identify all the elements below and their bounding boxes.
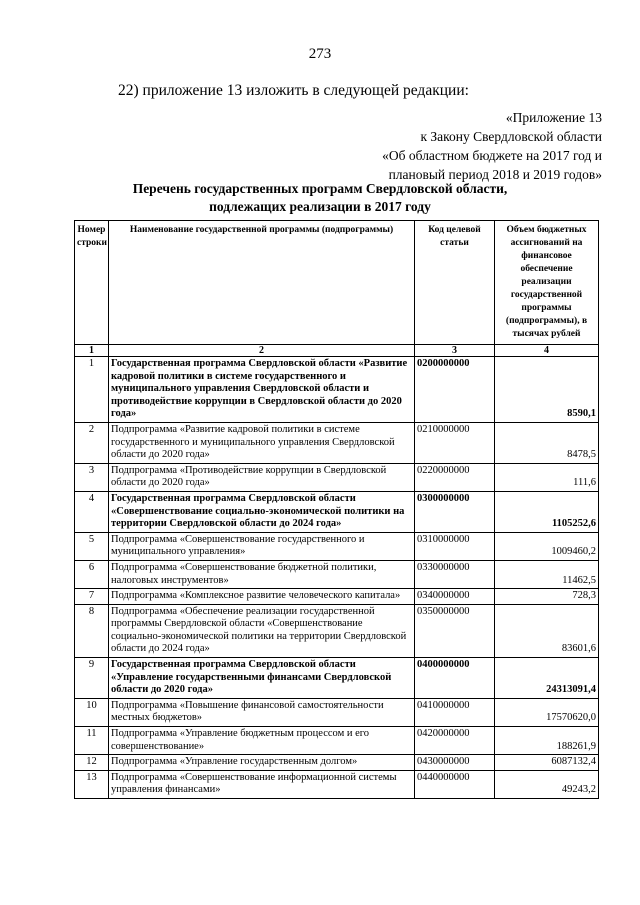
appendix-line: к Закону Свердловской области — [420, 129, 602, 144]
amendment-instruction: 22) приложение 13 изложить в следующей редакции: — [118, 82, 469, 99]
column-number: 4 — [495, 345, 599, 357]
target-code: 0350000000 — [415, 604, 495, 657]
target-code: 0300000000 — [415, 491, 495, 532]
program-name: Подпрограмма «Обеспечение реализации государственной программы Свердловской области «Совершенствование социально-экономической политики на территории Свердловской области до 2024 года» — [109, 604, 415, 657]
appendix-line: «Приложение 13 — [505, 110, 602, 125]
table-row — [75, 727, 599, 755]
target-code: 0330000000 — [415, 560, 495, 588]
appendix-reference — [382, 108, 602, 184]
table-row — [75, 658, 599, 699]
target-code: 0310000000 — [415, 532, 495, 560]
target-code: 0200000000 — [415, 357, 495, 423]
table-row — [75, 755, 599, 771]
program-name: Государственная программа Свердловской области «Совершенствование социально-экономической политики на территории Свердловской области до 2024 года» — [109, 491, 415, 532]
row-number: 10 — [75, 698, 109, 726]
budget-amount: 188261,9 — [495, 727, 599, 755]
program-name: Государственная программа Свердловской области «Развитие кадровой политики в системе государственного и муниципального управления Свердловской области и противодействие коррупции в Свердловской области до 2020 года» — [109, 357, 415, 423]
program-name: Подпрограмма «Противодействие коррупции в Свердловской области до 2020 года» — [109, 463, 415, 491]
title-line: подлежащих реализации в 2017 году — [209, 199, 431, 214]
program-name: Подпрограмма «Совершенствование бюджетной политики, налоговых инструментов» — [109, 560, 415, 588]
target-code: 0210000000 — [415, 422, 495, 463]
budget-amount: 111,6 — [495, 463, 599, 491]
target-code: 0400000000 — [415, 658, 495, 699]
budget-amount: 1009460,2 — [495, 532, 599, 560]
row-number: 8 — [75, 604, 109, 657]
table-row — [75, 770, 599, 798]
row-number: 2 — [75, 422, 109, 463]
page-number: 273 — [308, 46, 332, 62]
programs-table — [74, 220, 599, 799]
column-number: 2 — [109, 345, 415, 357]
table-row — [75, 604, 599, 657]
column-number: 3 — [415, 345, 495, 357]
header-row-number: Номер строки — [75, 221, 109, 345]
target-code: 0440000000 — [415, 770, 495, 798]
column-number-row — [75, 345, 599, 357]
header-budget-amount: Объем бюджетных ассигнований на финансовое обеспечение реализации государственной программы (подпрограммы), в тысячах рублей — [495, 221, 599, 345]
table-row — [75, 463, 599, 491]
table-row — [75, 560, 599, 588]
budget-amount: 8478,5 — [495, 422, 599, 463]
table-row — [75, 698, 599, 726]
title-line: Перечень государственных программ Свердловской области, — [132, 181, 508, 196]
row-number: 1 — [75, 357, 109, 423]
target-code: 0430000000 — [415, 755, 495, 771]
budget-amount: 8590,1 — [495, 357, 599, 423]
program-name: Государственная программа Свердловской области «Управление государственными финансами Свердловской области до 2020 года» — [109, 658, 415, 699]
target-code: 0220000000 — [415, 463, 495, 491]
program-name: Подпрограмма «Управление бюджетным процессом и его совершенствование» — [109, 727, 415, 755]
budget-amount: 1105252,6 — [495, 491, 599, 532]
target-code: 0420000000 — [415, 727, 495, 755]
table-row — [75, 422, 599, 463]
program-name: Подпрограмма «Управление государственным долгом» — [109, 755, 415, 771]
table-row — [75, 532, 599, 560]
row-number: 7 — [75, 589, 109, 605]
appendix-line: «Об областном бюджете на 2017 год и — [382, 148, 602, 163]
table-row — [75, 589, 599, 605]
budget-amount: 6087132,4 — [495, 755, 599, 771]
column-number: 1 — [75, 345, 109, 357]
table-row — [75, 357, 599, 423]
target-code: 0340000000 — [415, 589, 495, 605]
program-name: Подпрограмма «Повышение финансовой самостоятельности местных бюджетов» — [109, 698, 415, 726]
row-number: 11 — [75, 727, 109, 755]
budget-amount: 49243,2 — [495, 770, 599, 798]
budget-amount: 83601,6 — [495, 604, 599, 657]
header-target-code: Код целевой статьи — [415, 221, 495, 345]
target-code: 0410000000 — [415, 698, 495, 726]
document-title — [0, 180, 640, 216]
budget-amount: 17570620,0 — [495, 698, 599, 726]
table-row — [75, 491, 599, 532]
program-name: Подпрограмма «Развитие кадровой политики в системе государственного и муниципального управления Свердловской области до 2020 года» — [109, 422, 415, 463]
row-number: 13 — [75, 770, 109, 798]
row-number: 6 — [75, 560, 109, 588]
program-name: Подпрограмма «Совершенствование информационной системы управления финансами» — [109, 770, 415, 798]
budget-amount: 11462,5 — [495, 560, 599, 588]
row-number: 4 — [75, 491, 109, 532]
row-number: 9 — [75, 658, 109, 699]
table-header-row — [75, 221, 599, 345]
row-number: 3 — [75, 463, 109, 491]
program-name: Подпрограмма «Комплексное развитие человеческого капитала» — [109, 589, 415, 605]
appendix-line: плановый период 2018 и 2019 годов» — [388, 167, 602, 182]
budget-amount: 728,3 — [495, 589, 599, 605]
header-program-name: Наименование государственной программы (подпрограммы) — [109, 221, 415, 345]
row-number: 12 — [75, 755, 109, 771]
row-number: 5 — [75, 532, 109, 560]
budget-amount: 24313091,4 — [495, 658, 599, 699]
program-name: Подпрограмма «Совершенствование государственного и муниципального управления» — [109, 532, 415, 560]
